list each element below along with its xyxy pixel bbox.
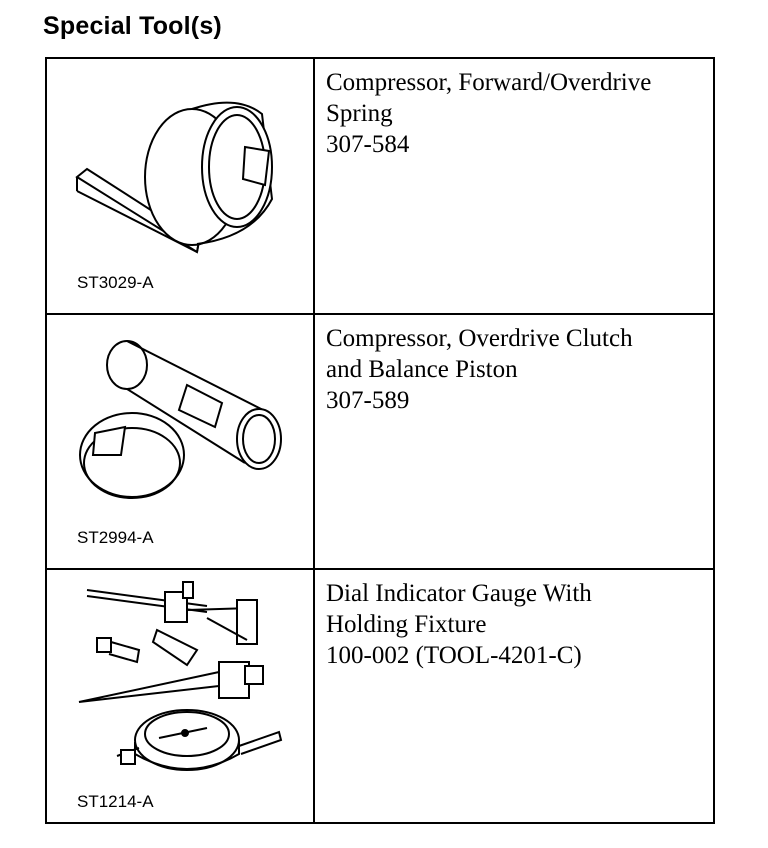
tool-description-cell [314,314,714,569]
tool-number: 307-584 [326,131,410,158]
tool-number: 100-002 (TOOL-4201-C) [326,642,582,669]
tool-illustration-cell [46,569,314,823]
special-tools-table [45,57,715,824]
tool-code: ST2994-A [77,528,154,547]
dial-indicator-illustration [47,570,315,822]
tool-number: 307-589 [326,387,410,414]
tool-row [46,569,714,823]
page-heading: Special Tool(s) [43,12,222,40]
tool-description-cell [314,58,714,314]
tool-name-line2: and Balance Piston [326,356,518,383]
tool-name-line2: Spring [326,100,393,127]
tool-name-line2: Holding Fixture [326,611,487,638]
tool-illustration-cell [46,314,314,569]
tool-name-line1: Compressor, Forward/Overdrive [326,69,652,96]
tool-description-cell [314,569,714,823]
tool-name-line1: Dial Indicator Gauge With [326,580,592,607]
tool-code: ST1214-A [77,792,154,811]
tool-row [46,58,714,314]
tool-name-line1: Compressor, Overdrive Clutch [326,325,633,352]
tool-illustration-cell [46,58,314,314]
tool-code: ST3029-A [77,273,154,292]
tool-row [46,314,714,569]
